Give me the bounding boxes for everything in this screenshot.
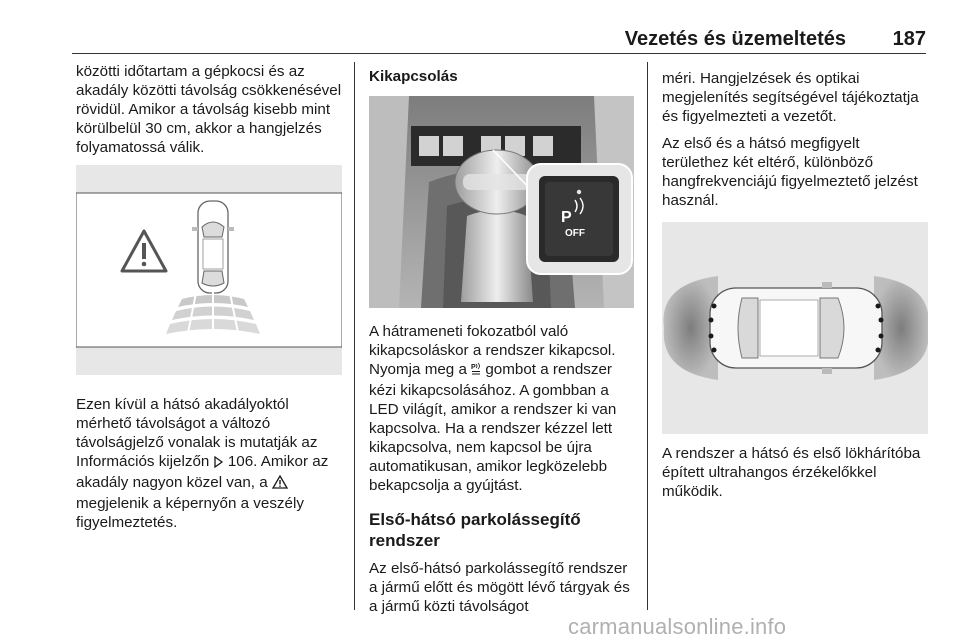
svg-text:P: P (471, 364, 476, 371)
park-assist-off-label: OFF (565, 228, 585, 239)
paragraph: Az első-hátsó parkolássegítő rendszer a jármű előtt és mögött lévő tárgyak és a jármű közti távolságot (369, 560, 630, 615)
sensor-coverage-figure (662, 222, 928, 434)
paragraph: közötti időtartam a gépkocsi és az akadály közötti távolság csökkenésével rövidül. Amikor a távolság kisebb mint körülbelül 30 cm, akkor a hangjelzés folyamatossá válik. (76, 63, 342, 156)
paragraph: Az első és a hátsó megfigyelt területhez két eltérő, különböző hangfrekvenciájú figyelmeztető jelzést használ. (662, 135, 918, 209)
warning-triangle-icon (272, 475, 288, 494)
park-assist-button-icon (471, 362, 481, 381)
paragraph: méri. Hangjelzések és optikai megjelenítés segítségével tájékoztatja és figyelmezteti a vezetőt. (662, 70, 919, 125)
paragraph: Ezen kívül a hátsó akadályoktól mérhető távolságot a változó távolságjelző vonalak is mutatják az Információs kijelzőn 106. Amikor az akadály nagyon közel van, a megjelenik a képernyőn a veszély figyelmeztetés. (76, 396, 329, 531)
section-heading: Első-hátsó parkolássegítő rendszer (369, 510, 581, 550)
console-button-photo (369, 96, 634, 308)
column-divider (354, 62, 355, 610)
header-rule (72, 53, 926, 54)
column-3 (662, 62, 928, 501)
car-top-view-icon (192, 201, 234, 293)
column-1 (76, 62, 342, 532)
column-divider (647, 62, 648, 610)
paragraph: A hátrameneti fokozatból való kikapcsoláskor a rendszer kikapcsol. Nyomja meg a P gombot a rendszer kézi kikapcsolásához. A gombban a LED világít, amikor a rendszer ki van kapcsolva. Ha a rendszer kézzel lett kikapcsolva, nem kapcsol be újra automatikusan, amikor legközelebb bekapcsolja a gyújtást. (369, 323, 617, 494)
watermark: carmanualsonline.info (568, 614, 787, 639)
page-reference-icon (214, 454, 224, 473)
column-2 (369, 62, 634, 616)
park-assist-button-label: P (561, 209, 572, 226)
page-number: 187 (892, 28, 926, 50)
car-top-view-icon (710, 282, 882, 374)
page-header (72, 28, 926, 52)
paragraph: A rendszer a hátsó és első lökhárítóba épített ultrahangos érzékelőkkel működik. (662, 445, 921, 500)
chapter-title: Vezetés és üzemeltetés (624, 28, 846, 50)
section-heading: Kikapcsolás (369, 68, 458, 85)
page-reference: 106 (227, 453, 254, 470)
rear-distance-display-figure (76, 165, 342, 375)
